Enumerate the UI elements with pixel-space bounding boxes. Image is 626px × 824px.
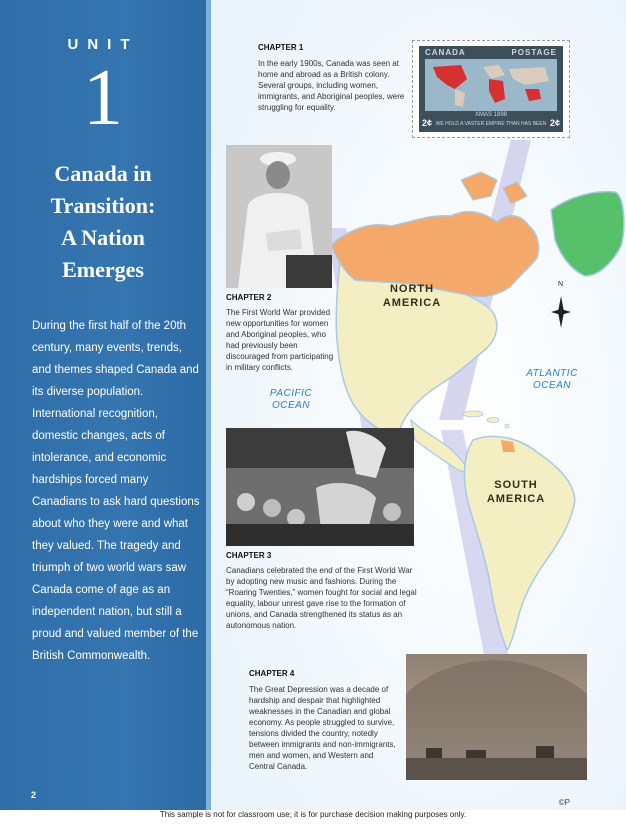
- atlantic-line: OCEAN: [532, 380, 572, 391]
- north-label-line: NORTH: [389, 283, 435, 295]
- stamp-motto: WE HOLD A VASTER EMPIRE THAN HAS BEEN: [435, 121, 547, 127]
- unit-title-line: A Nation: [61, 225, 145, 250]
- pacific-line: OCEAN: [271, 400, 311, 411]
- unit-title-line: Canada in: [54, 161, 152, 186]
- stamp-value-left: 2¢: [422, 118, 433, 128]
- dust-storm-photo: [406, 654, 587, 780]
- chapter-4-title: CHAPTER 4: [249, 669, 295, 678]
- chapter-3-text: Canadians celebrated the end of the First World War by adopting new music and fashions. During the “Roaring Twenties,” women fought for social and legal equality, labour unrest gave rise to the formation of unions, and Canada strengthened its status as an autonomous nation.: [226, 566, 417, 630]
- dust-storm-illustration: [406, 654, 587, 780]
- unit-intro-text: During the first half of the 20th century, many events, trends, and themes shaped Canada and its diverse population. International recognition, domestic changes, acts of intolerance, and economic hardships forced many Canadians to ask hard questions about who they were and what they valued. The tragedy and triumph of two world wars saw Canada come of age as an independent nation, but still a proud and valued member of the British Commonwealth.: [32, 320, 200, 662]
- south-label-line: AMERICA: [486, 493, 546, 505]
- atlantic-ocean-label: [516, 368, 588, 392]
- stamp-top-left: CANADA: [425, 48, 466, 57]
- unit-label: UNIT: [67, 36, 139, 53]
- compass-north-label: N: [558, 281, 564, 288]
- chapter-2-title: CHAPTER 2: [226, 293, 272, 302]
- north-america-label: [372, 282, 452, 310]
- chapter-1-text: In the early 1900s, Canada was seen at home and abroad as a British colony. Several groups, including women, immigrants, and Aboriginal peoples, were struggling for equality.: [258, 59, 405, 112]
- atlantic-line: ATLANTIC: [526, 368, 578, 379]
- nurse-illustration: [226, 145, 332, 288]
- chapter-1-title: CHAPTER 1: [258, 43, 304, 52]
- chapter-2-text: The First World War provided new opportunities for women and Aboriginal peoples, who had previously been discouraged from participating in military conflicts.: [226, 308, 334, 372]
- page-number: 2: [31, 790, 37, 800]
- unit-title-line: Emerges: [62, 257, 144, 282]
- copyright-mark: ©P: [558, 798, 570, 807]
- stamp-frame: [419, 46, 563, 132]
- south-label-line: SOUTH: [494, 479, 538, 491]
- south-america-label: [476, 478, 556, 506]
- canada-stamp: [412, 40, 570, 138]
- unit-title-line: Transition:: [50, 193, 156, 218]
- pacific-line: PACIFIC: [269, 388, 313, 399]
- roaring-twenties-photo: [226, 428, 414, 546]
- north-label-line: AMERICA: [382, 297, 442, 309]
- stamp-value-right: 2¢: [549, 118, 560, 128]
- chapter-3-title: CHAPTER 3: [226, 551, 272, 560]
- pacific-ocean-label: [256, 388, 326, 412]
- stamp-world-map: [425, 59, 557, 111]
- unit-number: 1: [83, 54, 123, 142]
- nurse-photo: [226, 145, 332, 288]
- chapter-4-text: The Great Depression was a decade of hardship and despair that highlighted weaknesses in the Canadian and global economy. As people struggled to survive, tensions divided the country, notedly between immigrants and non-immigrants, men and women, and Western and Central Canada.: [249, 685, 396, 771]
- stamp-year: XMAS 1898: [474, 112, 508, 118]
- stamp-top-right: POSTAGE: [511, 48, 557, 57]
- sample-notice: This sample is not for classroom use; it is for purchase decision making purposes only.: [159, 810, 467, 819]
- party-illustration: [226, 428, 414, 546]
- unit-title: [0, 158, 206, 286]
- unit-sidebar: [0, 0, 206, 810]
